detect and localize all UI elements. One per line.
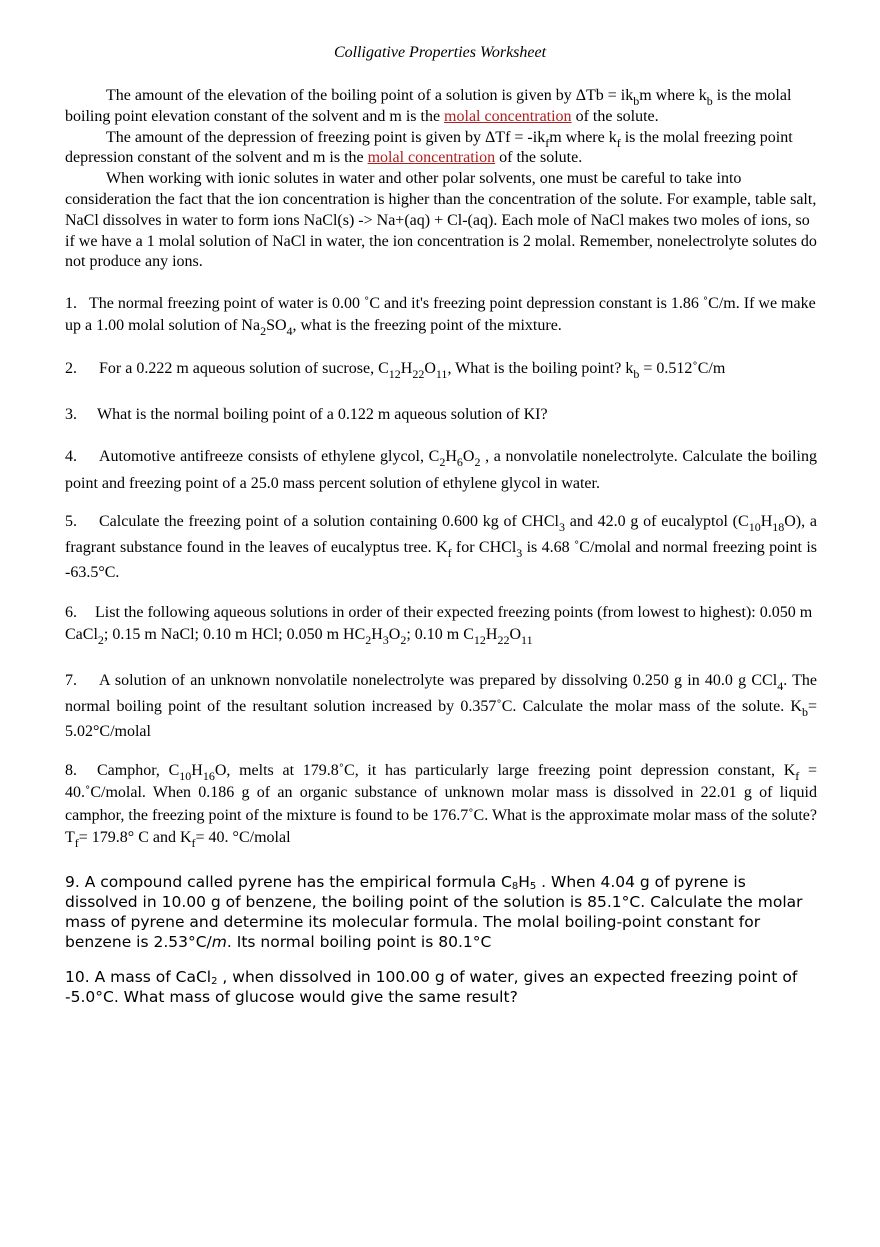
subscript: b bbox=[633, 367, 640, 381]
subscript: b bbox=[801, 704, 808, 719]
text: . Its normal boiling point is 80.1°C bbox=[226, 933, 492, 952]
subscript: f bbox=[191, 836, 196, 851]
text: A compound called pyrene has the empirical formula C bbox=[79, 873, 512, 891]
text: A solution of an unknown nonvolatile nonelectrolyte was prepared by dissolving 0.250 g in 40.0 g CCl bbox=[99, 672, 778, 689]
subscript: f bbox=[447, 545, 452, 560]
text: Calculate the freezing point of a solution containing 0.600 kg of CHCl bbox=[99, 513, 559, 530]
subscript: 2 bbox=[211, 976, 218, 987]
subscript: 3 bbox=[558, 520, 565, 534]
subscript: 18 bbox=[772, 520, 785, 534]
intro-paragraph-boiling bbox=[65, 86, 817, 128]
question-10 bbox=[65, 967, 817, 1007]
subscript: 12 bbox=[473, 632, 486, 647]
subscript: 2 bbox=[400, 632, 407, 647]
text: H bbox=[191, 762, 203, 779]
question-5 bbox=[65, 509, 817, 586]
subscript: 2 bbox=[439, 455, 446, 469]
subscript: 8 bbox=[511, 881, 519, 892]
question-1 bbox=[65, 293, 817, 336]
text: O, melts at 179.8˚C, it has particularly large freezing point depression constant, K bbox=[214, 762, 796, 779]
text: SO bbox=[266, 316, 287, 334]
text: = 40. °C/molal bbox=[195, 829, 291, 847]
question-7 bbox=[65, 668, 817, 745]
page-title: Colligative Properties Worksheet bbox=[333, 44, 547, 61]
subscript: f bbox=[74, 836, 79, 851]
text: is the molal freezing point depression constant of the solvent and m is the bbox=[65, 128, 793, 167]
text: The normal freezing point of water is 0.00 ˚C and it's freezing point depression constant is 1.86 ˚C/m. If we make up a 1.00 molal solution of Na bbox=[65, 295, 816, 334]
text: = 179.8° C and K bbox=[78, 829, 192, 847]
text: m where k bbox=[549, 128, 617, 146]
text: O bbox=[509, 625, 522, 643]
question-number: 4. bbox=[65, 448, 77, 465]
text: is the molal boiling point elevation constant of the solvent and m is the bbox=[65, 87, 792, 125]
text: for CHCl bbox=[451, 538, 517, 556]
text: of the solute. bbox=[495, 149, 583, 167]
question-4 bbox=[65, 443, 817, 497]
intro-paragraph-freezing bbox=[65, 128, 817, 170]
question-number: 10. bbox=[65, 968, 90, 986]
text: , What is the boiling point? k bbox=[447, 360, 634, 377]
text: O bbox=[388, 625, 401, 643]
text: What is the normal boiling point of a 0.122 m aqueous solution of KI? bbox=[97, 406, 548, 423]
text: H bbox=[485, 625, 498, 643]
text: . When 4.04 g of pyrene is dissolved in 10.00 g of benzene, the boiling point of the solution is 85.1°C. Calculate the molar mass of pyrene and determine its molecular formula. The molal boiling-point constant for benzene is 2.53°C/ bbox=[65, 873, 803, 952]
text: ; 0.15 m NaCl; 0.10 m HCl; 0.050 m HC bbox=[103, 625, 366, 643]
text: H bbox=[445, 448, 457, 465]
subscript: 12 bbox=[388, 367, 401, 381]
text: , when dissolved in 100.00 g of water, gives an expected freezing point of -5.0°C. What mass of glucose would give the same result? bbox=[65, 968, 798, 1007]
molal-concentration-link[interactable]: molal concentration bbox=[444, 107, 572, 125]
text: = 5.02°C/molal bbox=[65, 697, 817, 741]
text: = 0.512˚C/m bbox=[639, 360, 726, 377]
text: . The normal boiling point of the resultant solution increased by 0.357˚C. Calculate the molar mass of the solute. K bbox=[65, 672, 817, 715]
subscript: 2 bbox=[365, 632, 372, 647]
text: = 40.˚C/molal. When 0.186 g of an organic substance of unknown molar mass is dissolved in 22.01 g of liquid camphor, the freezing point of the mixture is found to be 176.7˚C. What is the approximate molar mass of the solute? T bbox=[65, 762, 818, 847]
text: H bbox=[518, 873, 530, 891]
text: List the following aqueous solutions in order of their expected freezing points (from lowest to highest): 0.050 m CaCl bbox=[65, 604, 813, 643]
subscript: 22 bbox=[497, 632, 510, 647]
text: is 4.68 ˚C/molal and normal freezing point is -63.5°C. bbox=[65, 538, 818, 582]
subscript: f bbox=[545, 135, 550, 150]
subscript: 2 bbox=[474, 455, 481, 469]
subscript: 10 bbox=[179, 769, 192, 783]
question-number: 7. bbox=[65, 672, 77, 689]
subscript: 16 bbox=[202, 769, 215, 783]
intro-paragraph-ionic: When working with ionic solutes in water and other polar solvents, one must be careful to take into consideration the fact that the ion concentration is higher than the concentration of the solute. For example, table salt, NaCl dissolves in water to form ions NaCl(s) -> Na+(aq) + Cl-(aq). Each mole of NaCl makes two moles of ions, so if we have a 1 molal solution of NaCl in water, the ion concentration is 2 molal. Remember, nonelectrolyte solutes do not produce any ions. bbox=[65, 170, 817, 271]
subscript: b bbox=[706, 94, 713, 108]
question-3 bbox=[65, 404, 817, 426]
italic-unit: m bbox=[211, 933, 227, 952]
text: m where k bbox=[639, 87, 707, 104]
subscript: 3 bbox=[382, 632, 389, 647]
text: of the solute. bbox=[571, 107, 659, 125]
molal-concentration-link[interactable]: molal concentration bbox=[367, 149, 496, 167]
text: and 42.0 g of eucalyptol (C bbox=[564, 513, 749, 530]
text: O), a fragrant substance found in the leaves of eucalyptus tree. K bbox=[65, 513, 818, 556]
question-number: 2. bbox=[65, 360, 77, 377]
text: H bbox=[400, 360, 413, 377]
question-6 bbox=[65, 602, 817, 645]
question-number: 9. bbox=[65, 873, 80, 891]
question-8 bbox=[65, 760, 817, 850]
question-number: 1. bbox=[65, 295, 77, 312]
subscript: 11 bbox=[521, 632, 533, 647]
subscript: 2 bbox=[260, 323, 267, 338]
text: , a nonvolatile nonelectrolyte. Calculate the boiling point and freezing point of a 25.0 mass percent solution of ethylene glycol in water. bbox=[65, 448, 817, 493]
text: Camphor, C bbox=[97, 762, 180, 779]
subscript: 10 bbox=[748, 520, 761, 534]
text: ; 0.10 m C bbox=[406, 625, 474, 643]
question-number: 3. bbox=[65, 406, 77, 423]
subscript: f bbox=[795, 769, 800, 783]
text: The amount of the elevation of the boiling point of a solution is given by ΔTb = ik bbox=[106, 87, 634, 104]
question-number: 5. bbox=[65, 513, 77, 530]
question-2 bbox=[65, 358, 817, 380]
text: O bbox=[462, 448, 475, 465]
text: For a 0.222 m aqueous solution of sucrose, C bbox=[99, 360, 389, 377]
question-9 bbox=[65, 872, 817, 953]
text: The amount of the depression of freezing point is given by ΔTf = -ik bbox=[106, 128, 546, 146]
text: H bbox=[371, 625, 383, 643]
text: A mass of CaCl bbox=[89, 968, 212, 986]
text: O bbox=[424, 360, 436, 377]
subscript: 2 bbox=[97, 632, 104, 647]
subscript: 3 bbox=[516, 545, 523, 560]
subscript: 5 bbox=[529, 881, 537, 892]
subscript: f bbox=[616, 135, 621, 150]
question-number: 6. bbox=[65, 604, 77, 621]
intro-section bbox=[65, 86, 817, 273]
text: H bbox=[760, 513, 773, 530]
subscript: 6 bbox=[456, 455, 463, 469]
subscript: 4 bbox=[777, 679, 784, 693]
text: , what is the freezing point of the mixture. bbox=[292, 316, 562, 334]
subscript: 22 bbox=[412, 367, 425, 381]
subscript: b bbox=[633, 94, 640, 108]
text: Automotive antifreeze consists of ethylene glycol, C bbox=[99, 448, 440, 465]
subscript: 4 bbox=[286, 323, 293, 338]
subscript: 11 bbox=[435, 367, 448, 381]
question-number: 8. bbox=[65, 762, 77, 779]
